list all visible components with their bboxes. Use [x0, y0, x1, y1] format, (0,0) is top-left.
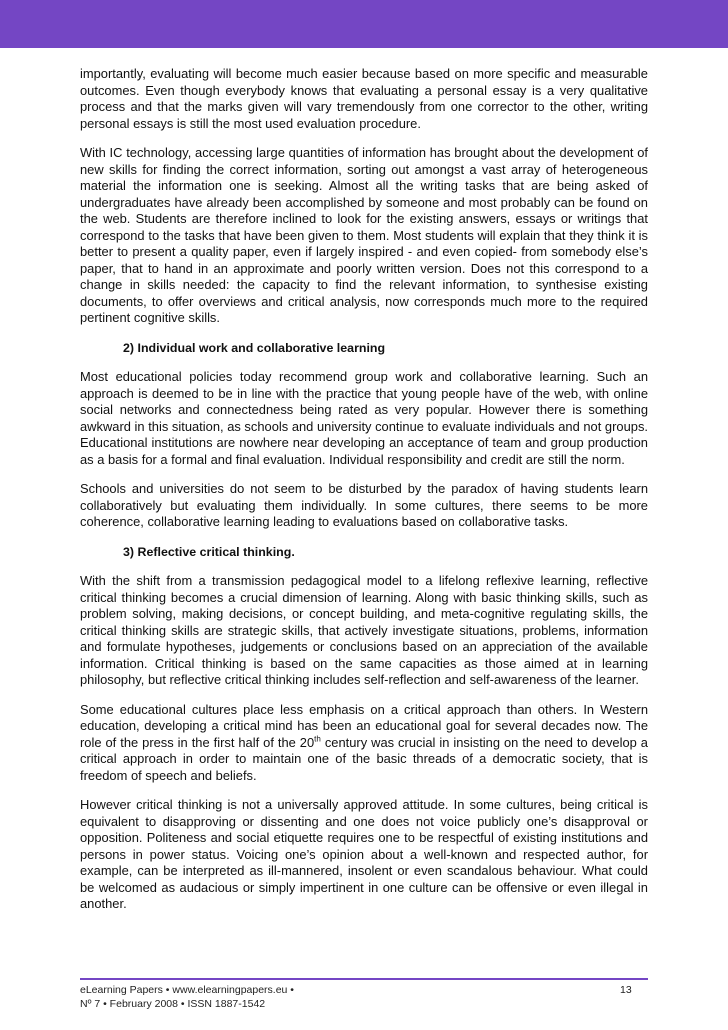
paragraph-6-part-a: Some educational cultures place less emphasis on a critical approach than others. In Western education, developing a critical mind has been an educational goal for several decades now. The role of the press in the first half of the 20: [80, 701, 648, 750]
footer-issue-line: Nº 7 • February 2008 • ISSN 1887-1542: [80, 997, 266, 1010]
footer: [80, 984, 648, 1011]
paragraph-6-part-b: century was crucial in insisting on the need to develop a critical approach in order to maintain one of the basic threads of a democratic society, that is freedom of speech and beliefs.: [80, 734, 648, 783]
paragraph-6: [80, 702, 648, 785]
ordinal-superscript: th: [314, 734, 321, 744]
footer-journal-line: eLearning Papers • www.elearningpapers.eu •: [80, 984, 294, 996]
section-heading-2: 2) Individual work and collaborative learning: [123, 340, 386, 355]
header-band: [0, 0, 728, 48]
paragraph-1: importantly, evaluating will become much easier because based on more specific and measurable outcomes. Even though everybody knows that evaluating a personal essay is a very qualitative process and that the marks given will vary tremendously from one corrector to the other, writing personal essays is still the most used evaluation procedure.: [80, 66, 648, 131]
paragraph-3: Most educational policies today recommend group work and collaborative learning. Such an approach is deemed to be in line with the practice that young people have of the web, with online social networks and connectedness being rated as very popular. However there is something awkward in this situation, as schools and university continue to evaluate individuals and not groups. Educational institutions are nowhere near developing an acceptance of team and group production as a basis for a formal and final evaluation. Individual responsibility and credit are still the norm.: [80, 369, 648, 467]
article-body: [80, 66, 648, 926]
section-heading-3: 3) Reflective critical thinking.: [123, 544, 295, 559]
paragraph-4: Schools and universities do not seem to be disturbed by the paradox of having students learn collaboratively but evaluating them individually. In some cultures, there seems to be more coherence, collaborative learning leading to evaluations based on collaborative tasks.: [80, 481, 648, 529]
footer-divider: [80, 978, 648, 980]
page-number: 13: [620, 984, 632, 996]
paragraph-7: However critical thinking is not a universally approved attitude. In some cultures, being critical is equivalent to disapproving or dissenting and one does not voice publicly one’s disapproval or opposition. Politeness and social etiquette requires one to be respectful of existing institutions and persons in power status. Voicing one’s opinion about a well-known and respected author, for example, can be interpreted as ill-mannered, insolent or even scandalous behaviour. What could be welcomed as audacious or simply impertinent in one culture can be offensive or even illegal in another.: [80, 797, 648, 911]
paragraph-5: With the shift from a transmission pedagogical model to a lifelong reflexive learning, reflective critical thinking becomes a crucial dimension of learning. Along with basic thinking skills, such as problem solving, making decisions, or concept building, and meta-cognitive regulating skills, the critical thinking skills are strategic skills, that actively investigate situations, problems, information and formulate hypotheses, judgements or conclusions based on an appreciation of the available information. Critical thinking is based on the same capacities as those aimed at in learning philosophy, but reflective critical thinking includes self-reflection and self-awareness of the learner.: [80, 573, 648, 687]
paragraph-2: With IC technology, accessing large quantities of information has brought about the development of new skills for finding the correct information, sorting out amongst a vast array of heterogeneous material the information one is seeking. Almost all the writing tasks that are being asked of undergraduates have already been accomplished by someone and most probably can be found on the web. Students are therefore inclined to look for the existing answers, essays or writings that correspond to the tasks that have been given to them. Most students will explain that they think it is better to present a quality paper, even if largely inspired - and even copied- from somebody else’s paper, that to hand in an approximate and poorly written version. Does not this correspond to a change in skills needed: the capacity to find the relevant information, to synthesise existing documents, to offer overviews and critical analysis, now corresponds much more to the required pertinent cognitive skills.: [80, 145, 648, 325]
